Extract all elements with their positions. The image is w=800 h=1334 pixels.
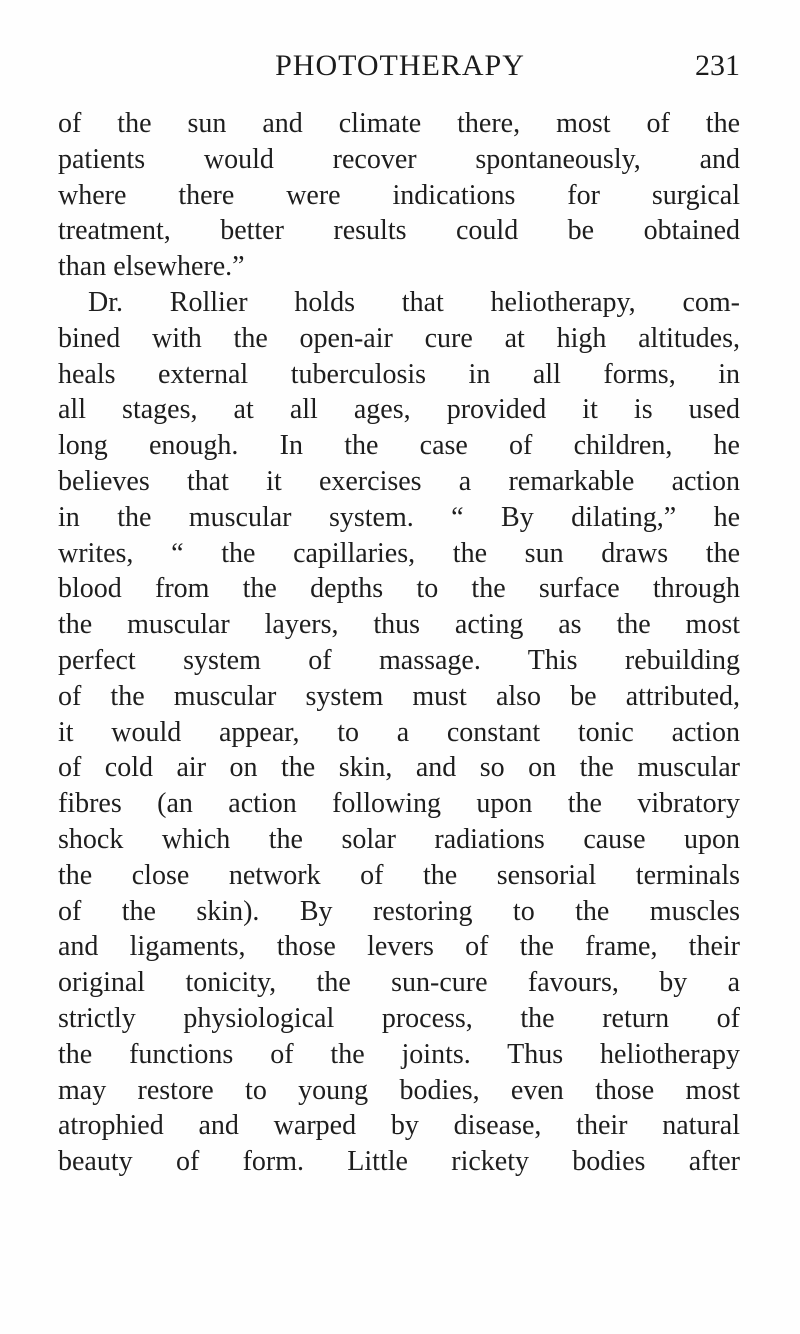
text-line: atrophied and warped by disease, their natural — [58, 1110, 740, 1142]
text-line: treatment, better results could be obtained — [58, 215, 740, 247]
body-text — [58, 106, 740, 1180]
text-line: of the skin). By restoring to the muscles — [58, 895, 740, 927]
text-line: blood from the depths to the surface through — [58, 573, 740, 605]
text-line: beauty of form. Little rickety bodies after — [58, 1146, 740, 1178]
text-line: the functions of the joints. Thus heliotherapy — [58, 1038, 740, 1070]
text-line: heals external tuberculosis in all forms, in — [58, 358, 740, 390]
text-line: in the muscular system. “ By dilating,” he — [58, 501, 740, 533]
text-line: fibres (an action following upon the vibratory — [58, 788, 740, 820]
text-line: and ligaments, those levers of the frame, their — [58, 931, 740, 963]
text-line: strictly physiological process, the return of — [58, 1002, 740, 1034]
text-line: of cold air on the skin, and so on the muscular — [58, 752, 740, 784]
text-line: original tonicity, the sun-cure favours, by a — [58, 967, 740, 999]
text-line: it would appear, to a constant tonic action — [58, 716, 740, 748]
text-line: of the sun and climate there, most of the — [58, 108, 740, 139]
text-line: where there were indications for surgical — [58, 179, 740, 211]
page-number: 231 — [695, 49, 740, 82]
text-line: all stages, at all ages, provided it is used — [58, 394, 740, 426]
text-line: writes, “ the capillaries, the sun draws the — [58, 537, 740, 569]
text-line: long enough. In the case of children, he — [58, 430, 740, 462]
text-line: bined with the open-air cure at high altitudes, — [58, 322, 740, 354]
text-line: than elsewhere.” — [58, 251, 245, 283]
text-line: Dr. Rollier holds that heliotherapy, com- — [88, 286, 740, 318]
text-line: of the muscular system must also be attributed, — [58, 680, 740, 712]
running-header — [60, 46, 740, 90]
text-line: may restore to young bodies, even those most — [58, 1074, 740, 1106]
running-title: PHOTOTHERAPY — [275, 49, 525, 82]
text-line: the close network of the sensorial terminals — [58, 859, 740, 891]
text-line: perfect system of massage. This rebuilding — [58, 644, 740, 676]
text-line: patients would recover spontaneously, and — [58, 143, 740, 175]
text-line: believes that it exercises a remarkable action — [58, 465, 740, 497]
text-line: the muscular layers, thus acting as the most — [58, 609, 740, 641]
text-line: shock which the solar radiations cause upon — [58, 823, 740, 855]
